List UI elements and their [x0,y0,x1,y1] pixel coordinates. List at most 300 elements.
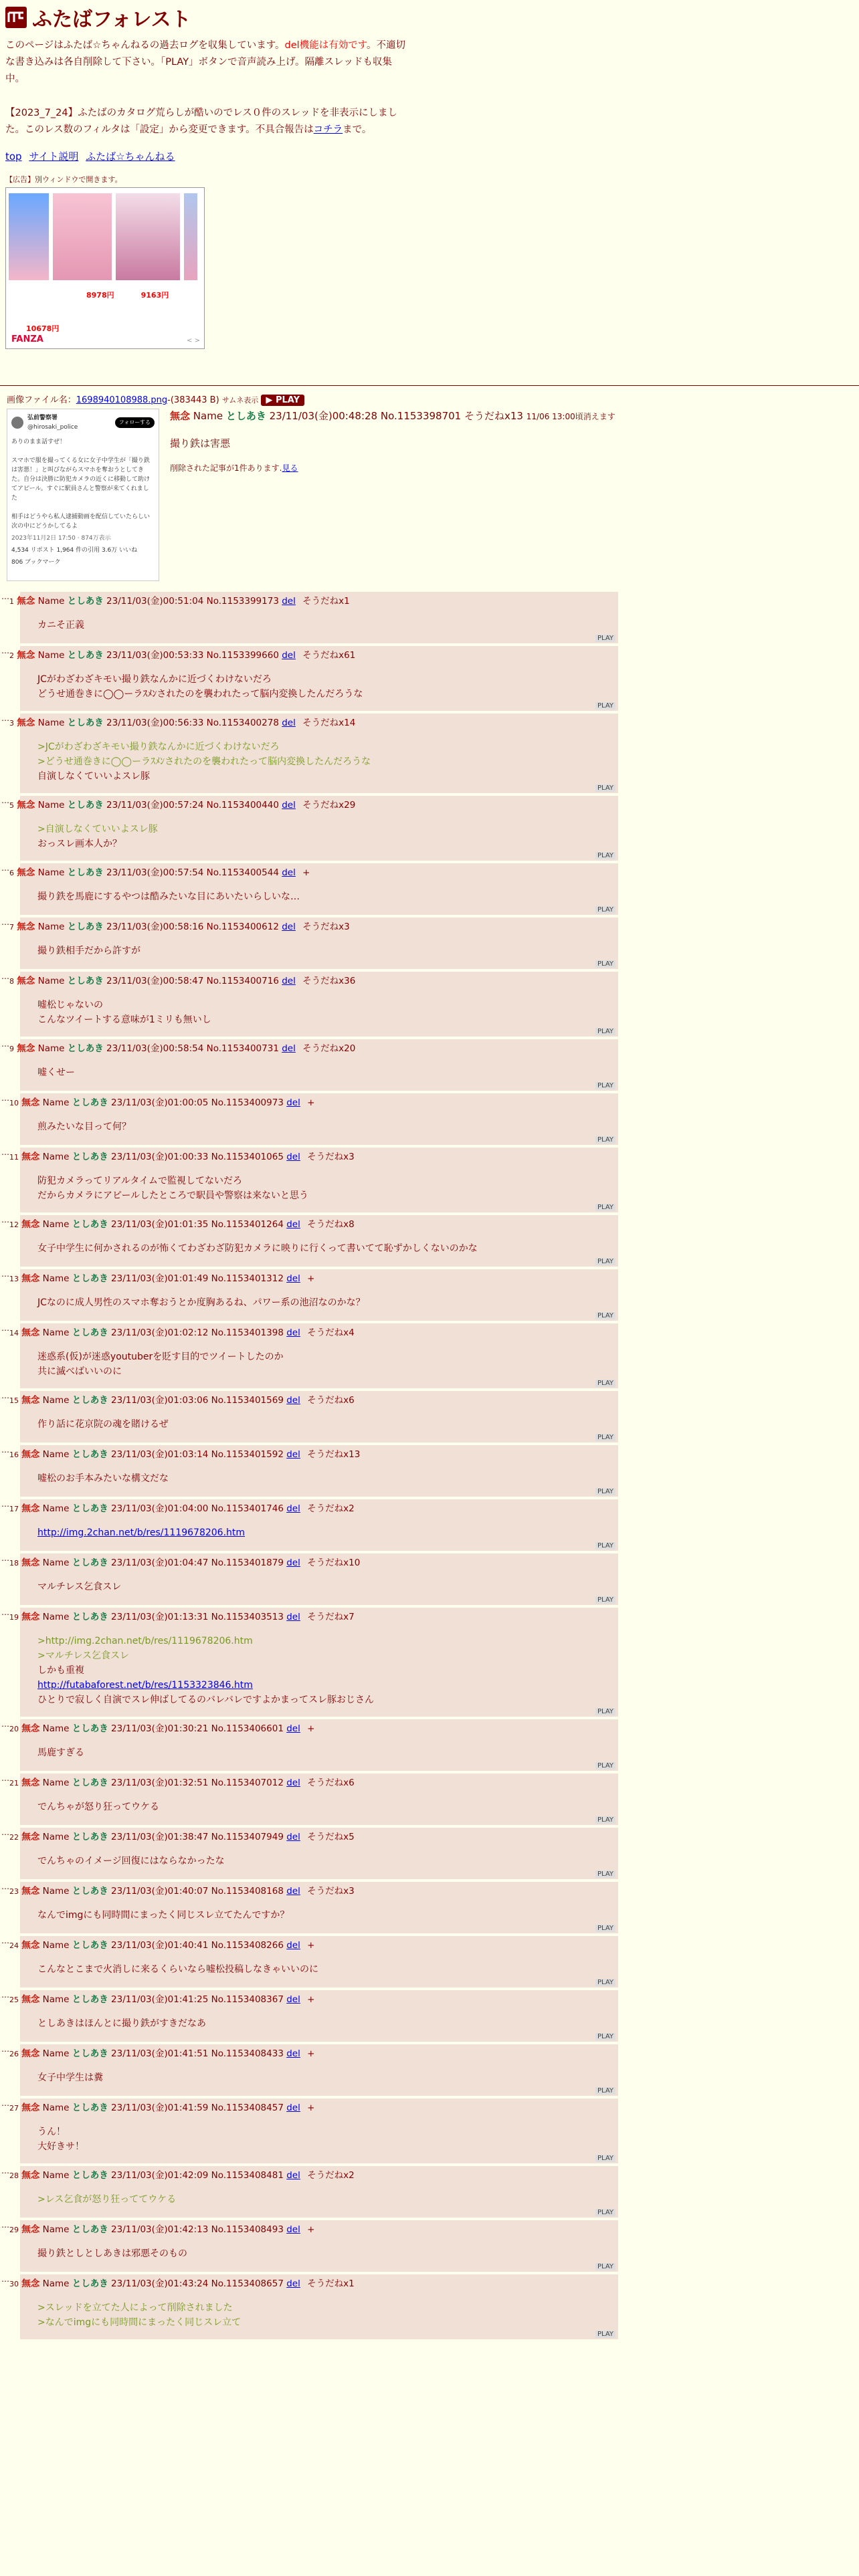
response-name: としあき [72,2224,108,2235]
response-name: としあき [72,1886,108,1897]
response-row [1,2220,618,2272]
soudane-button[interactable]: そうだねx1 [302,596,350,607]
ad-image[interactable] [184,193,197,280]
response-row [1,1774,618,1825]
play-button[interactable]: PLAY [595,1979,615,1986]
del-link[interactable]: del [282,976,296,986]
del-link[interactable]: del [286,1273,300,1284]
response-name: としあき [72,2103,108,2113]
play-button[interactable]: PLAY [595,1028,615,1035]
response-box [9,592,618,643]
play-button[interactable]: PLAY [595,1204,615,1211]
response-box [9,1215,618,1267]
response-box [9,863,618,915]
response-body [20,663,614,711]
response-name: としあき [67,867,104,878]
text-line: でんちゃが怒り狂ってウケる [37,1802,159,1812]
response-subject: 無念 [21,1832,40,1842]
response-box [9,646,618,711]
ellipsis-icon: … [1,1215,9,1224]
response-row [1,796,618,861]
response-body [20,1462,614,1497]
quote-line: >JCがわざわざキモい撮り鉄なんかに近づくわけないだろ [37,742,280,752]
name-label: Name [37,867,65,878]
play-button[interactable]: PLAY [595,702,615,710]
text-line: 自演しなくていいよスレ豚 [37,771,150,782]
ellipsis-icon: … [1,1499,9,1509]
play-button[interactable]: PLAY [595,960,615,968]
response-subject: 無念 [21,1886,40,1897]
del-link[interactable]: del [286,1778,300,1788]
response-subject: 無念 [21,1219,40,1230]
response-box [9,1445,618,1497]
ellipsis-icon: … [1,1774,9,1783]
text-line: マルチレス乞食スレ [37,1582,122,1592]
text-line: こんなツイートする意味が1ミリも無いし [37,1014,211,1025]
play-button[interactable]: PLAY [595,1925,615,1932]
soudane-button[interactable]: そうだねx6 [307,1395,355,1406]
soudane-button[interactable]: そうだねx2 [307,1503,355,1514]
name-label: Name [42,1940,70,1951]
page-header [0,0,859,349]
response-name: としあき [72,1778,108,1788]
deleted-note: 削除された記事が1件あります.見る [170,463,298,473]
response-index: 30 [9,2280,19,2288]
ad-image[interactable] [53,193,112,280]
text-line: 嘘くせー [37,1067,75,1078]
response-index: 29 [9,2226,19,2234]
response-subject: 無念 [21,1449,40,1460]
response-body [20,934,614,969]
play-button[interactable]: PLAY [595,2263,615,2270]
response-row [1,1148,618,1212]
response-index: 21 [9,1779,19,1788]
response-box [9,1323,618,1388]
response-box [9,1093,618,1145]
soudane-button[interactable]: + [307,1273,315,1284]
quote-line: >レス乞食が怒り狂っててウケる [37,2194,177,2205]
soudane-button[interactable]: そうだねx2 [307,2170,355,2181]
response-box [9,1828,618,1879]
response-link[interactable]: http://img.2chan.net/b/res/1119678206.htm [37,1527,246,1538]
response-date: 23/11/03(金)01:40:07 [111,1886,209,1897]
ellipsis-icon: … [1,646,9,655]
op-file-link[interactable]: 1698940108988.png [76,395,168,405]
response-row [1,2044,618,2096]
play-button[interactable]: PLAY [595,2331,615,2338]
response-box [9,1039,618,1091]
ad-image[interactable] [116,193,180,280]
play-button[interactable]: PLAY [595,906,615,914]
del-link[interactable]: del [286,1327,300,1338]
response-number: No.1153401312 [211,1273,284,1284]
del-link[interactable]: del [282,596,296,607]
response-header [9,1096,614,1110]
text-line: 嘘松のお手本みたいな構文だな [37,1473,169,1484]
soudane-button[interactable]: そうだねx1 [307,2278,355,2289]
play-button[interactable]: PLAY [595,1380,615,1387]
response-date: 23/11/03(金)01:01:35 [111,1219,209,1230]
del-link[interactable]: del [286,2170,300,2181]
ellipsis-icon: … [1,592,9,601]
response-subject: 無念 [21,1152,40,1162]
name-label: Name [42,1558,70,1568]
name-label: Name [42,1612,70,1622]
play-button[interactable]: PLAY [595,1488,615,1495]
response-index: 16 [9,1451,19,1459]
response-body [20,2291,614,2339]
text-line: 作り話に花京院の魂を賭けるぜ [37,1419,169,1430]
del-link[interactable]: del [282,922,296,932]
soudane-button[interactable]: そうだねx10 [307,1558,361,1568]
play-button[interactable]: PLAY [595,1434,615,1441]
response-name: としあき [72,1558,108,1568]
response-index: 5 [9,801,14,810]
del-link[interactable]: del [286,1558,300,1568]
response-index: 25 [9,1996,19,2004]
ellipsis-icon: … [1,1882,9,1891]
soudane-button[interactable]: + [307,1723,315,1734]
response-box [9,1774,618,1825]
response-name: としあき [72,1273,108,1284]
response-body [20,1736,614,1771]
ad-price: 9163円 [140,291,169,300]
response-row [1,1445,618,1497]
tweet-bookmark: 806 ブックマーク [11,559,61,566]
response-row [1,972,618,1037]
play-button[interactable]: PLAY [595,852,615,859]
response-body [20,1790,614,1825]
response-row [1,646,618,711]
response-body [20,2115,614,2163]
soudane-button[interactable]: そうだねx5 [307,1832,355,1842]
soudane-button[interactable]: そうだねx8 [307,1219,355,1230]
nav-link-top[interactable]: top [5,150,22,163]
nav-link-futaba[interactable]: ふたば☆ちゃんねる [86,150,175,163]
response-body [20,988,614,1037]
response-box [9,2220,618,2272]
del-link[interactable]: del [286,1940,300,1951]
response-body [20,2061,614,2096]
response-name: としあき [72,1152,108,1162]
name-label: Name [42,1994,70,2005]
response-row [1,1093,618,1145]
ellipsis-icon: … [1,2274,9,2284]
soudane-button[interactable]: + [307,1097,315,1108]
response-date: 23/11/03(金)01:42:13 [111,2224,209,2235]
response-name: としあき [67,718,104,728]
response-header [9,1993,614,2007]
del-link[interactable]: del [286,1097,300,1108]
text-line: どうせ通巻きに◯◯ーラｽﾒﾝされたのを襲われたって脳内変換したんだろうな [37,689,363,700]
response-index: 24 [9,1941,19,1950]
ad-banner[interactable] [5,187,205,349]
soudane-button[interactable]: そうだねx3 [307,1152,355,1162]
response-header [9,866,614,880]
text-line: 嘘松じゃないの [37,1000,103,1010]
response-subject: 無念 [17,1043,35,1054]
soudane-button[interactable]: + [307,2048,315,2059]
response-subject: 無念 [21,1612,40,1622]
soudane-button[interactable]: そうだねx4 [307,1327,355,1338]
del-link[interactable]: del [286,1449,300,1460]
response-name: としあき [72,2048,108,2059]
response-subject: 無念 [17,867,35,878]
response-box [9,918,618,969]
response-number: No.1153407949 [211,1832,284,1842]
response-subject: 無念 [17,976,35,986]
response-date: 23/11/03(金)01:40:41 [111,1940,209,1951]
response-subject: 無念 [21,2103,40,2113]
del-link[interactable]: del [286,1503,300,1514]
response-index: 23 [9,1887,19,1896]
play-button[interactable]: PLAY [595,784,615,792]
response-number: No.1153399660 [206,650,279,661]
response-header [9,1610,614,1624]
response-subject: 無念 [21,1503,40,1514]
response-index: 22 [9,1833,19,1842]
play-button[interactable]: PLAY [595,1542,615,1549]
response-body [20,609,614,643]
play-button[interactable]: PLAY [595,2087,615,2095]
del-link[interactable]: del [286,2278,300,2289]
response-subject: 無念 [21,1558,40,1568]
ellipsis-icon: … [1,1719,9,1729]
del-link[interactable]: del [286,2224,300,2235]
play-button[interactable]: PLAY [595,1312,615,1319]
response-date: 23/11/03(金)01:03:06 [111,1395,209,1406]
name-label: Name [42,1778,70,1788]
response-header [9,595,614,609]
del-link[interactable]: del [282,1043,296,1054]
response-box [9,2274,618,2339]
op-thumbnail[interactable]: 弘前警察署 @hirosaki_police フォローする ありのまま話すぜ！ スマホで服を撮ってくる女に女子中学生が「撮り鉄は害悪！」と叫びながらスマホを奪おうとしてきた。自分は決勝に防犯カメラの近くに移動して助けてアピール。すぐに駅員さんと警察が来てくれました 相手はどうやら私人逮捕動画を配信していたらしい 次の中にどうかしてるよ 2023年11月2日 17:50 · 874万表示 4,534 リポスト 1,964 件の引用 3.6万 いいね 806 ブックマーク [7,409,159,581]
response-row [1,1828,618,1879]
soudane-button[interactable]: + [307,2224,315,2235]
response-index: 8 [9,977,14,986]
show-deleted-link[interactable]: 見る [282,463,298,473]
response-body [20,1953,614,1988]
text-line: だからカメラにアピールしたところで駅員や警察は来ないと思う [37,1190,309,1201]
response-date: 23/11/03(金)01:32:51 [111,1778,209,1788]
response-name: としあき [72,1612,108,1622]
del-link[interactable]: del [286,1723,300,1734]
soudane-button[interactable]: そうだねx14 [302,718,356,728]
quote-line: >スレッドを立てた人によって削除されました [37,2302,233,2313]
response-row [1,592,618,643]
response-date: 23/11/03(金)00:56:33 [106,718,204,728]
del-link[interactable]: del [286,1886,300,1897]
response-number: No.1153408457 [211,2103,284,2113]
response-subject: 無念 [17,718,35,728]
play-button[interactable]: PLAY [595,1870,615,1878]
soudane-button[interactable]: そうだねx20 [302,1043,356,1054]
text-line: JCがわざわざキモい撮り鉄なんかに近づくわけないだろ [37,674,272,685]
ad-nav-arrows[interactable]: < > [187,337,200,344]
text-line: 迷惑系(仮)が迷惑youtuberを貶す目的でツイートしたのか [37,1352,284,1362]
response-body [20,1624,614,1717]
follow-button: フォローする [115,417,155,428]
ellipsis-icon: … [1,796,9,805]
play-button[interactable]: PLAY [595,1082,615,1089]
play-button[interactable]: PLAY [595,2155,615,2162]
response-name: としあき [67,800,104,811]
bug-report-link[interactable]: コチラ [313,124,343,135]
del-link[interactable]: del [286,2048,300,2059]
tweet-time: 2023年11月2日 17:50 · 874万表示 [11,535,111,542]
response-name: としあき [67,976,104,986]
play-button[interactable]: PLAY [595,635,615,642]
play-button[interactable]: PLAY [595,1762,615,1769]
text-line: 大好きサ！ [37,2141,84,2152]
soudane-button[interactable]: そうだねx36 [302,976,356,986]
response-row [1,1936,618,1988]
response-row [1,1553,618,1605]
play-button[interactable]: PLAY [595,1136,615,1144]
del-link[interactable]: del [286,1395,300,1406]
response-row [1,1323,618,1388]
del-link[interactable]: del [282,800,296,811]
nav-link-about[interactable]: サイト説明 [29,150,79,163]
response-box [9,1553,618,1605]
response-date: 23/11/03(金)00:58:54 [106,1043,204,1054]
name-label: Name [42,2278,70,2289]
name-label: Name [42,2103,70,2113]
soudane-button[interactable]: そうだねx29 [302,800,356,811]
play-button[interactable]: PLAY [595,2033,615,2040]
ellipsis-icon: … [1,1608,9,1617]
ellipsis-icon: … [1,1990,9,2000]
soudane-button[interactable]: そうだねx13 [307,1449,361,1460]
response-row [1,918,618,969]
name-label: Name [37,1043,65,1054]
tweet-stats: 4,534 リポスト 1,964 件の引用 3.6万 いいね [11,547,138,554]
ellipsis-icon: … [1,1445,9,1455]
play-button[interactable]: PLAY [595,1258,615,1265]
response-name: としあき [72,1503,108,1514]
play-button[interactable]: PLAY [595,1596,615,1604]
response-number: No.1153399173 [206,596,279,607]
response-box [9,2166,618,2218]
soudane-button[interactable]: そうだねx3 [302,922,350,932]
name-label: Name [37,922,65,932]
response-subject: 無念 [21,1097,40,1108]
name-label: Name [42,1503,70,1514]
play-button[interactable]: PLAY [595,1816,615,1824]
response-number: No.1153406601 [211,1723,284,1734]
name-label: Name [42,1273,70,1284]
response-date: 23/11/03(金)01:30:21 [111,1723,209,1734]
response-header [9,920,614,934]
response-box [9,1882,618,1933]
response-subject: 無念 [21,2048,40,2059]
response-row [1,1039,618,1091]
ellipsis-icon: … [1,863,9,873]
ellipsis-icon: … [1,1148,9,1157]
name-label: Name [37,800,65,811]
text-line: ひとりで寂しく自演でスレ伸ばしてるのバレバレですよかまってスレ豚おじさん [37,1695,375,1705]
del-link[interactable]: del [286,1994,300,2005]
del-link[interactable]: del [286,2103,300,2113]
del-link[interactable]: del [282,867,296,878]
response-row [1,1608,618,1717]
play-button[interactable]: PLAY [595,2209,615,2216]
name-label: Name [37,718,65,728]
soudane-button[interactable]: そうだねx7 [307,1612,355,1622]
ad-image[interactable] [9,193,49,280]
soudane-button[interactable]: + [307,2103,315,2113]
ellipsis-icon: … [1,2220,9,2230]
response-body [20,1408,614,1442]
ad-price: 10678円 [26,324,60,333]
quote-line: >自演しなくていいよスレ豚 [37,824,158,835]
thumb-toggle-label[interactable]: サムネ表示 [221,396,259,405]
del-link[interactable]: del [286,1832,300,1842]
response-number: No.1153408433 [211,2048,284,2059]
response-link[interactable]: http://futabaforest.net/b/res/1153323846.htm [37,1680,253,1691]
del-link[interactable]: del [286,1612,300,1622]
response-number: No.1153401879 [211,1558,284,1568]
del-link[interactable]: del [286,1152,300,1162]
response-row [1,2166,618,2218]
text-line: しかも重複 [37,1665,84,1676]
response-header [9,1885,614,1899]
soudane-button[interactable]: そうだねx61 [302,650,356,661]
soudane-button[interactable]: + [307,1994,315,2005]
op-number: No.1153398701 [380,410,462,422]
avatar [11,417,23,429]
response-box [9,1719,618,1771]
response-number: No.1153408266 [211,1940,284,1951]
play-button[interactable]: PLAY [595,1708,615,1715]
response-header [9,716,614,730]
response-number: No.1153401398 [211,1327,284,1338]
text-line: 煎みたいな目って何？ [37,1121,131,1132]
response-date: 23/11/03(金)00:58:16 [106,922,204,932]
response-body [20,880,614,915]
response-header [9,649,614,663]
soudane-button[interactable]: + [302,867,310,878]
response-subject: 無念 [21,2278,40,2289]
response-subject: 無念 [21,1994,40,2005]
op-subject: 無念 [170,410,191,422]
soudane-button[interactable]: そうだねx6 [307,1778,355,1788]
text-line: でんちゃのイメージ回復にはならなかったな [37,1856,225,1866]
response-header [9,2047,614,2061]
response-number: No.1153408493 [211,2224,284,2235]
response-number: No.1153400544 [206,867,279,878]
response-header [9,1830,614,1844]
response-name: としあき [72,1994,108,2005]
response-row [1,1499,618,1551]
response-index: 27 [9,2104,19,2113]
response-index: 12 [9,1220,19,1229]
site-title: ふたばフォレスト [32,8,191,31]
response-name: としあき [72,1097,108,1108]
del-link[interactable]: del [282,718,296,728]
op-soudane[interactable]: そうだねx13 [464,410,523,422]
soudane-button[interactable]: そうだねx3 [307,1886,355,1897]
text-line: こんなとこまで火消しに来るくらいなら嘘松投稿しなきゃいいのに [37,1964,318,1975]
name-label: Name [37,596,65,607]
name-label: Name [42,1152,70,1162]
response-box [9,972,618,1037]
del-link[interactable]: del [282,650,296,661]
text-line: 撮り鉄相手だから許すが [37,946,140,956]
soudane-button[interactable]: + [307,1940,315,1951]
op-play-button[interactable]: ▶ PLAY [261,395,304,406]
del-link[interactable]: del [286,1219,300,1230]
